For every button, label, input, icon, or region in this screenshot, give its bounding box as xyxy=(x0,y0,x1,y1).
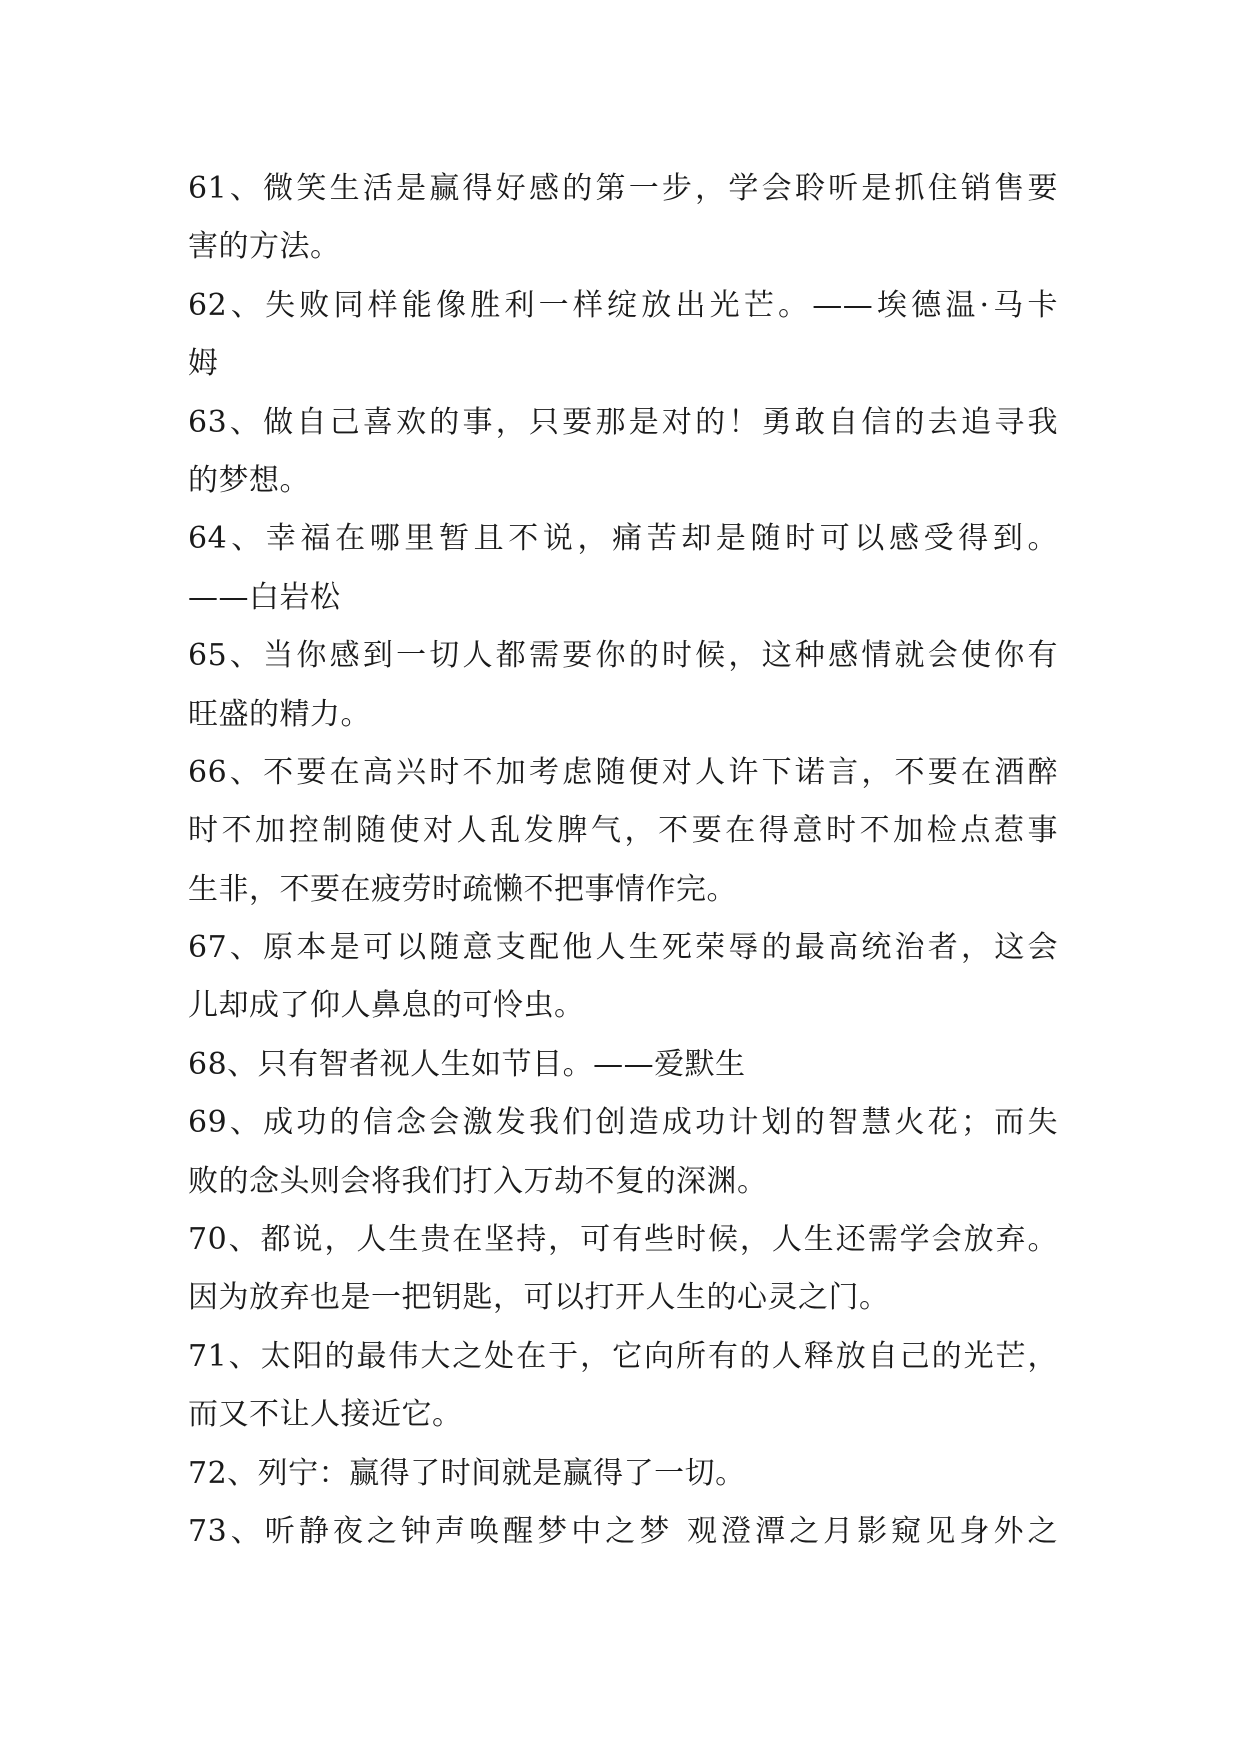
text-line: 70、都说，人生贵在坚持，可有些时候，人生还需学会放弃。 xyxy=(188,1222,1058,1258)
text-line: 64、幸福在哪里暂且不说，痛苦却是随时可以感受得到。 xyxy=(188,521,1058,557)
text-line: 姆 xyxy=(188,346,219,382)
text-line: 68、只有智者视人生如节目。——爱默生 xyxy=(188,1046,746,1082)
text-line: 败的念头则会将我们打入万劫不复的深渊。 xyxy=(188,1163,768,1199)
text-line: 69、成功的信念会激发我们创造成功计划的智慧火花；而失 xyxy=(188,1105,1058,1141)
text-line: 的梦想。 xyxy=(188,462,310,498)
text-line: 65、当你感到一切人都需要你的时候，这种感情就会使你有 xyxy=(188,638,1058,674)
text-line: 61、微笑生活是赢得好感的第一步，学会聆听是抓住销售要 xyxy=(188,171,1058,206)
text-line: 63、做自己喜欢的事，只要那是对的！勇敢自信的去追寻我 xyxy=(188,404,1058,440)
text-line: 而又不让人接近它。 xyxy=(188,1397,463,1433)
text-line: 71、太阳的最伟大之处在于，它向所有的人释放自己的光芒， xyxy=(188,1338,1058,1374)
text-line: ——白岩松 xyxy=(188,579,341,615)
text-line: 67、原本是可以随意支配他人生死荣辱的最高统治者，这会 xyxy=(188,930,1058,966)
text-line: 62、失败同样能像胜利一样绽放出光芒。——埃德温·马卡 xyxy=(188,287,1058,323)
text-line: 73、听静夜之钟声唤醒梦中之梦 观澄潭之月影窥见身外之 xyxy=(188,1513,1058,1549)
text-line: 儿却成了仰人鼻息的可怜虫。 xyxy=(188,988,585,1024)
text-line: 因为放弃也是一把钥匙，可以打开人生的心灵之门。 xyxy=(188,1280,890,1316)
text-line: 旺盛的精力。 xyxy=(188,696,371,732)
text-line: 66、不要在高兴时不加考虑随便对人许下诺言，不要在酒醉 xyxy=(188,754,1058,790)
text-line: 生非，不要在疲劳时疏懒不把事情作完。 xyxy=(188,871,737,907)
text-line: 害的方法。 xyxy=(188,229,341,265)
text-line: 72、列宁：赢得了时间就是赢得了一切。 xyxy=(188,1455,746,1491)
quote-list xyxy=(188,160,1058,1561)
text-line: 时不加控制随使对人乱发脾气，不要在得意时不加检点惹事 xyxy=(188,813,1058,849)
